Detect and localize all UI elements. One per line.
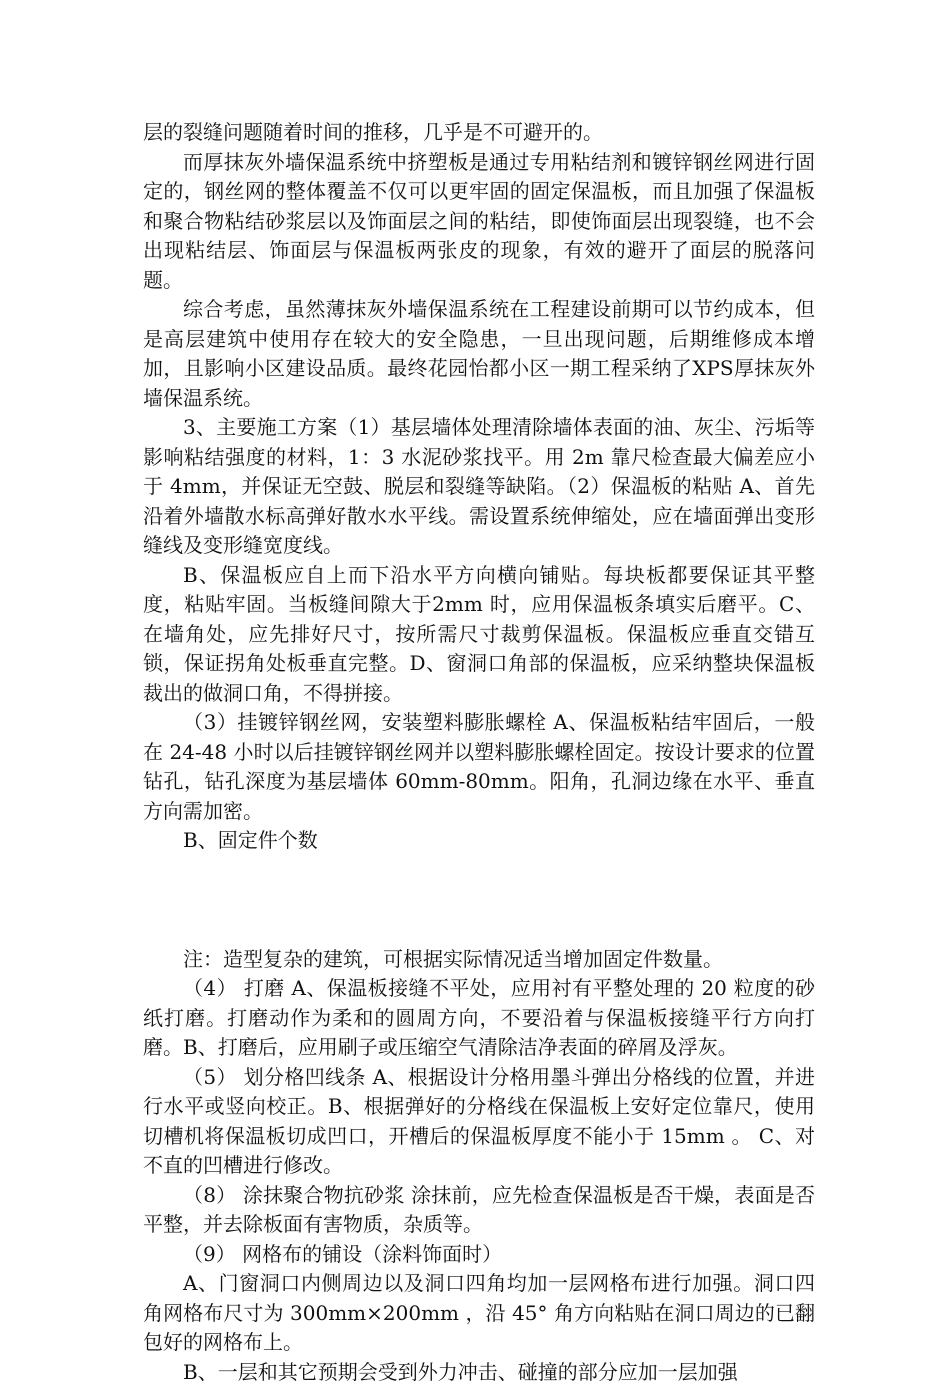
- paragraph-note: 注：造型复杂的建筑，可根据实际情况适当增加固定件数量。: [143, 945, 815, 975]
- paragraph-mesh-laying-heading: （9） 网格布的铺设（涂料饰面时）: [143, 1240, 815, 1270]
- paragraph-comprehensive-consideration: 综合考虑，虽然薄抹灰外墙保温系统在工程建设前期可以节约成本，但是高层建筑中使用存在较大的安全隐患，一旦出现问题，后期维修成本增加，且影响小区建设品质。最终花园怡都小区一期工程采纳了XPS厚抹灰外墙保温系统。: [143, 295, 815, 413]
- paragraph-board-laying: B、保温板应自上而下沿水平方向横向铺贴。每块板都要保证其平整度，粘贴牢固。当板缝间隙大于2mm 时，应用保温板条填实后磨平。C、在墙角处，应先排好尺寸，按所需尺寸裁剪保温板。保温板应垂直交错互锁，保证拐角处板垂直完整。D、窗洞口角部的保温板，应采纳整块保温板裁出的做洞口角，不得拼接。: [143, 561, 815, 709]
- document-body: [143, 118, 815, 1387]
- paragraph-thick-plaster-system: 而厚抹灰外墙保温系统中挤塑板是通过专用粘结剂和镀锌钢丝网进行固定的，钢丝网的整体覆盖不仅可以更牢固的固定保温板，而且加强了保温板和聚合物粘结砂浆层以及饰面层之间的粘结，即使饰面层出现裂缝，也不会出现粘结层、饰面层与保温板两张皮的现象，有效的避开了面层的脱落问题。: [143, 148, 815, 296]
- paragraph-sanding: （4） 打磨 A、保温板接缝不平处，应用衬有平整处理的 20 粒度的砂纸打磨。打磨动作为柔和的圆周方向，不要沿着与保温板接缝平行方向打磨。B、打磨后，应用刷子或压缩空气清除洁净表面的碎屑及浮灰。: [143, 974, 815, 1063]
- paragraph-openings-reinforcement: A、门窗洞口内侧周边以及洞口四角均加一层网格布进行加强。洞口四角网格布尺寸为 300mm×200mm ，沿 45° 角方向粘贴在洞口周边的已翻包好的网格布上。: [143, 1269, 815, 1358]
- paragraph-steel-mesh: （3）挂镀锌钢丝网，安装塑料膨胀螺栓 A、保温板粘结牢固后，一般在 24-48 小时以后挂镀锌钢丝网并以塑料膨胀螺栓固定。按设计要求的位置钻孔，钻孔深度为基层墙体 60mm-80mm。阳角，孔洞边缘在水平、垂直方向需加密。: [143, 708, 815, 826]
- paragraph-polymer-mortar: （8） 涂抹聚合物抗砂浆 涂抹前，应先检查保温板是否干燥，表面是否平整，并去除板面有害物质，杂质等。: [143, 1181, 815, 1240]
- paragraph-groove-lines: （5） 划分格凹线条 A、根据设计分格用墨斗弹出分格线的位置，并进行水平或竖向校正。B、根据弹好的分格线在保温板上安好定位靠尺，使用切槽机将保温板切成凹口，开槽后的保温板厚度不能小于 15mm 。 C、对不直的凹槽进行修改。: [143, 1063, 815, 1181]
- blank-gap: [143, 856, 815, 945]
- paragraph-main-construction-plan: 3、主要施工方案（1）基层墙体处理清除墙体表面的油、灰尘、污垢等影响粘结强度的材料，1：3 水泥砂浆找平。用 2m 靠尺检查最大偏差应小于 4mm，并保证无空鼓、脱层和裂缝等缺陷。（2）保温板的粘贴 A、首先沿着外墙散水标高弹好散水水平线。需设置系统伸缩处，应在墙面弹出变形缝线及变形缝宽度线。: [143, 413, 815, 561]
- paragraph-fixing-count: B、固定件个数: [143, 826, 815, 856]
- paragraph-first-floor-reinforcement: B、一层和其它预期会受到外力冲击、碰撞的部分应加一层加强: [143, 1358, 815, 1387]
- paragraph-continuation: 层的裂缝问题随着时间的推移，几乎是不可避开的。: [143, 118, 815, 148]
